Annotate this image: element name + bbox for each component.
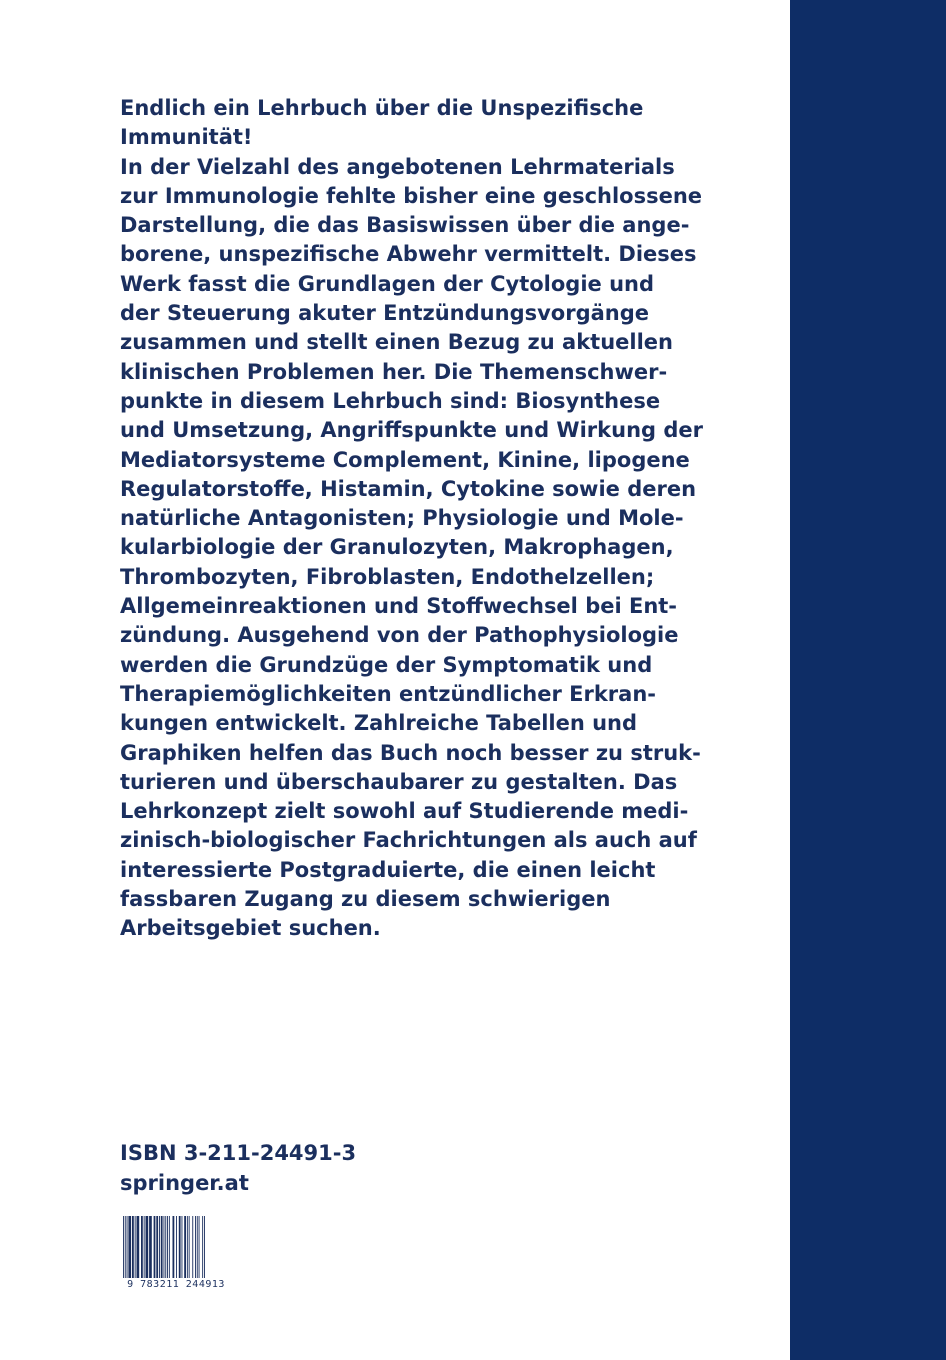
blurb-line: zusammen und stellt einen Bezug zu aktuellen [120, 330, 673, 355]
blurb-line: zündung. Ausgehend von der Pathophysiologie [120, 623, 679, 648]
barcode-bar [173, 1216, 175, 1280]
barcode-bar [199, 1216, 200, 1280]
blurb-line: zinisch-biologischer Fachrichtungen als auch auf [120, 828, 697, 853]
blurb-line: fassbaren Zugang zu diesem schwierigen [120, 887, 611, 912]
barcode-bar [164, 1216, 165, 1280]
barcode-digits: 9 783211 244913 [120, 1278, 232, 1292]
barcode-bar [202, 1216, 203, 1280]
blurb-line: zur Immunologie fehlte bisher eine geschlossene [120, 183, 703, 208]
barcode-bar [197, 1216, 198, 1280]
blurb-line: Endlich ein Lehrbuch über die Unspezifische [120, 96, 644, 120]
barcode-bar [204, 1216, 205, 1280]
blurb-line: Immunität! [120, 125, 253, 150]
isbn-block [120, 1139, 356, 1198]
blurb-line: In der Vielzahl des angebotenen Lehrmaterials [120, 154, 675, 179]
book-spine [790, 0, 946, 1360]
blurb-line: Regulatorstoffe, Histamin, Cytokine sowie deren [120, 476, 697, 501]
barcode-bar [123, 1216, 124, 1280]
barcode [120, 1216, 232, 1294]
barcode-bar [187, 1216, 188, 1280]
barcode-bar [176, 1216, 177, 1280]
barcode-bar [165, 1216, 166, 1280]
blurb-line: borene, unspezifische Abwehr vermittelt. Dieses [120, 242, 697, 267]
barcode-bar [128, 1216, 131, 1280]
blurb-line: Graphiken helfen das Buch noch besser zu struk- [120, 740, 701, 765]
blurb-line: punkte in diesem Lehrbuch sind: Biosynthese [120, 388, 661, 413]
barcode-bar [189, 1216, 190, 1280]
blurb-line: Werk fasst die Grundlagen der Cytologie und [120, 271, 655, 296]
barcode-bar [127, 1216, 128, 1280]
blurb-line: klinischen Problemen her. Die Themenschwer- [120, 359, 668, 384]
barcode-bar [144, 1216, 145, 1280]
blurb-line: Arbeitsgebiet suchen. [120, 916, 381, 941]
barcode-bar [182, 1216, 183, 1280]
barcode-bar [132, 1216, 134, 1280]
blurb-line: turieren und überschaubarer zu gestalten. Das [120, 769, 678, 794]
barcode-bar [184, 1216, 186, 1280]
blurb-line: Allgemeinreaktionen und Stoffwechsel bei Ent- [120, 594, 678, 619]
barcode-bar [167, 1216, 168, 1280]
barcode-bar [179, 1216, 181, 1280]
blurb-line: Thrombozyten, Fibroblasten, Endothelzellen; [120, 564, 655, 589]
barcode-bar [141, 1216, 143, 1280]
barcode-bar [135, 1216, 136, 1280]
blurb-line: werden die Grundzüge der Symptomatik und [120, 652, 653, 677]
barcode-bar [192, 1216, 193, 1280]
barcode-bar [154, 1216, 156, 1280]
blurb-line: Darstellung, die das Basiswissen über die ange- [120, 213, 690, 238]
blurb-line: interessierte Postgraduierte, die einen leicht [120, 857, 656, 882]
barcode-bar [125, 1216, 126, 1280]
barcode-bar [146, 1216, 149, 1280]
blurb-line: Lehrkonzept zielt sowohl auf Studierende medi- [120, 799, 689, 824]
barcode-bar [159, 1216, 160, 1280]
publisher-website: springer.at [120, 1170, 249, 1195]
blurb-line: Therapiemöglichkeiten entzündlicher Erkran- [120, 681, 656, 706]
blurb-line: kularbiologie der Granulozyten, Makrophagen, [120, 535, 674, 560]
blurb-line: kungen entwickelt. Zahlreiche Tabellen und [120, 711, 638, 736]
blurb-text [120, 94, 703, 944]
blurb-line: und Umsetzung, Angriffspunkte und Wirkung der [120, 418, 703, 443]
barcode-bar [149, 1216, 152, 1280]
barcode-bars [120, 1216, 232, 1280]
barcode-bar [161, 1216, 163, 1280]
barcode-bar [137, 1216, 140, 1280]
blurb-line: Mediatorsysteme Complement, Kinine, lipogene [120, 447, 690, 472]
blurb-line: der Steuerung akuter Entzündungsvorgänge [120, 301, 649, 326]
barcode-bar [169, 1216, 170, 1280]
isbn-number: ISBN 3-211-24491-3 [120, 1141, 357, 1165]
barcode-bar [195, 1216, 196, 1280]
blurb-line: natürliche Antagonisten; Physiologie und Mole- [120, 506, 684, 531]
barcode-bar [156, 1216, 158, 1280]
